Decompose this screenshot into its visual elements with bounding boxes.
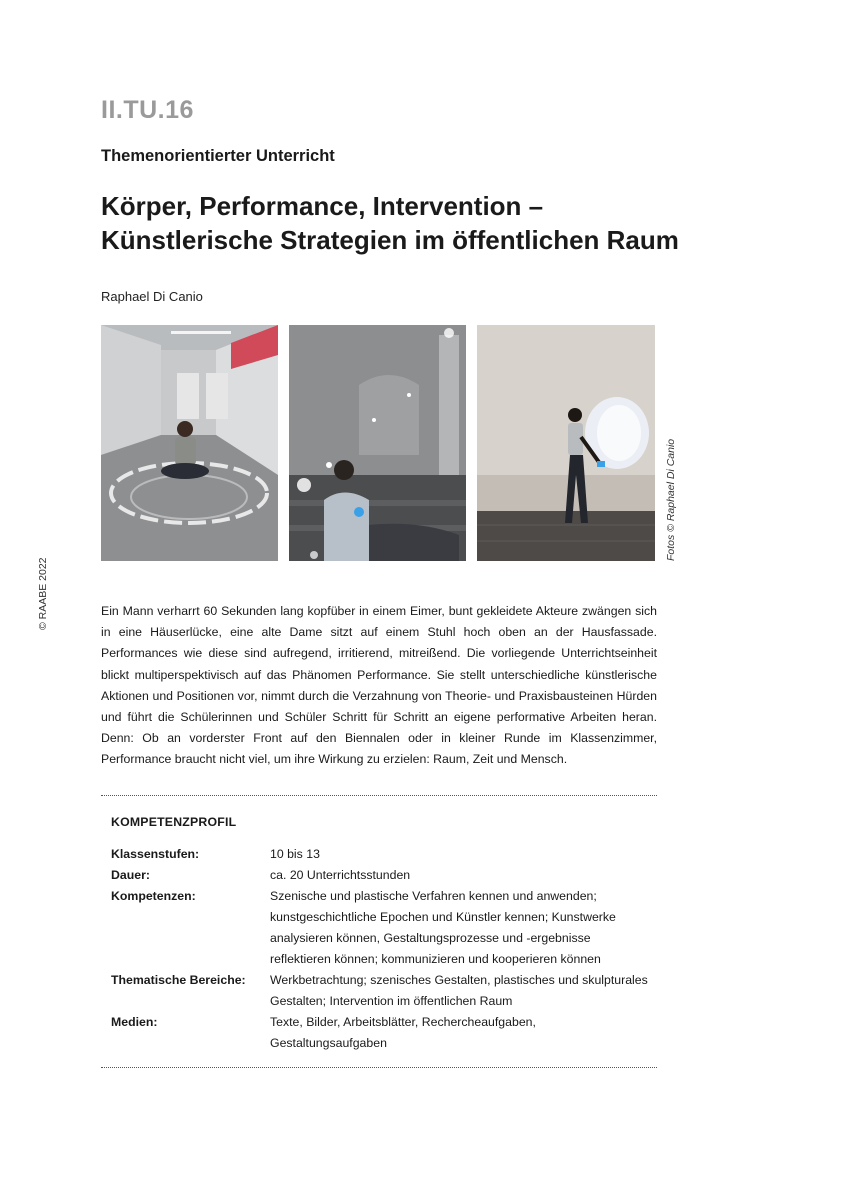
series-code: II.TU.16 <box>101 96 194 124</box>
author-name: Raphael Di Canio <box>101 289 203 304</box>
profile-label: Dauer: <box>111 868 150 882</box>
profile-value: Texte, Bilder, Arbeitsblätter, Rechercheaufgaben, Gestaltungsaufgaben <box>270 1015 536 1050</box>
divider-top <box>101 795 657 796</box>
profile-label: Klassenstufen: <box>111 847 200 861</box>
profile-row-grades <box>111 844 651 865</box>
series-name: Themenorientierter Unterricht <box>101 147 335 165</box>
profile-row-duration <box>111 865 651 886</box>
title-line-1: Körper, Performance, Intervention – <box>101 191 544 221</box>
profile-row-competences <box>111 886 651 970</box>
photo-credit: Fotos © Raphael Di Canio <box>665 438 677 561</box>
photo-corridor-chalk-circle <box>101 325 278 561</box>
photo-flour-throw <box>289 325 466 561</box>
profile-row-topics <box>111 970 651 1012</box>
profile-label: Medien: <box>111 1015 158 1029</box>
title-line-2: Künstlerische Strategien im öffentlichen Raum <box>101 225 679 255</box>
intro-paragraph: Ein Mann verharrt 60 Sekunden lang kopfüber in einem Eimer, bunt gekleidete Akteure zwängen sich in eine Häuserlücke, eine alte Dame sitzt auf einem Stuhl hoch oben an der Hausfassade. Performances wie diese sind aufregend, irritierend, mitreißend. Die vorliegende Unterrichtseinheit blickt multiperspektivisch auf das Phänomen Performance. Sie stellt unterschiedliche künstlerische Aktionen und Positionen vor, nimmt durch die Verzahnung von Theorie- und Praxisbausteinen Hürden und führt die Schülerinnen und Schüler Schritt für Schritt an eigene performative Arbeiten heran. Denn: Ob an vorderster Front auf den Biennalen oder in kleiner Runde im Klassenzimmer, Performance braucht nicht viel, um ihre Wirkung zu erzielen: Raum, Zeit und Mensch. <box>101 604 657 767</box>
profile-value: Werkbetrachtung; szenisches Gestalten, plastisches und skulpturales Gestalten; Intervention im öffentlichen Raum <box>270 973 648 1008</box>
profile-label: Kompetenzen: <box>111 889 196 903</box>
profile-value: ca. 20 Unterrichtsstunden <box>270 868 411 882</box>
profile-row-media <box>111 1012 651 1054</box>
profile-label: Thematische Bereiche: <box>111 973 246 987</box>
profile-value: 10 bis 13 <box>270 847 320 861</box>
copyright-notice: © RAABE 2022 <box>37 557 49 630</box>
competence-profile <box>111 844 651 1054</box>
photo-corridor-graphic <box>101 325 278 561</box>
page-title <box>101 189 741 257</box>
profile-heading: KOMPETENZPROFIL <box>111 815 237 829</box>
photo-flour-throw-graphic <box>289 325 466 561</box>
profile-value: Szenische und plastische Verfahren kennen und anwenden; kunstgeschichtliche Epochen und Künstler kennen; Kunstwerke analysieren können, Gestaltungsprozesse und -ergebnisse reflektieren können; kommunizieren und kooperieren können <box>270 889 616 966</box>
photo-flour-swing <box>477 325 655 561</box>
photo-flour-swing-graphic <box>477 325 655 561</box>
divider-bottom <box>101 1067 657 1068</box>
